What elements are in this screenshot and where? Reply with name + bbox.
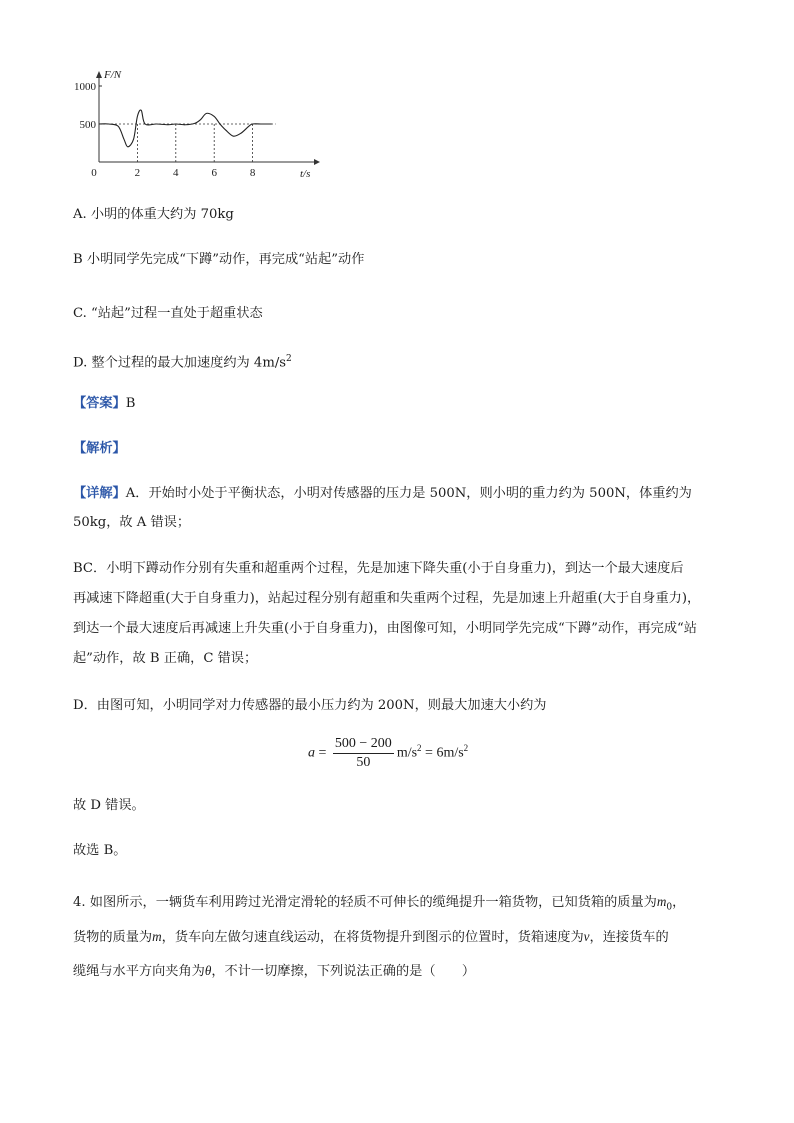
option-d-text: D. 整个过程的最大加速度约为 4m/s [73, 355, 287, 371]
answer-tag: 【答案】 [73, 396, 126, 411]
option-d-sup: 2 [286, 354, 292, 364]
detail-line-1 [73, 485, 692, 503]
option-d [73, 350, 292, 372]
question4-line-1 [73, 893, 685, 917]
detail-bc-2: 再减速下降超重(大于自身重力)，站起过程分别有超重和失重两个过程，先是加速上升超重(大于自身重力)， [73, 591, 701, 606]
question4-line-3 [73, 962, 475, 981]
force-time-chart [70, 66, 330, 182]
detail-bc-4: 起”动作，故 B 正确，C 错误； [73, 651, 258, 666]
q4-text-1: 4. 如图所示，一辆货车利用跨过光滑定滑轮的轻质不可伸长的缆绳提升一箱货物，已知货箱的质量为 [73, 895, 657, 910]
answer-value: B [125, 396, 136, 411]
x-tick-label: 8 [249, 167, 256, 179]
detail-tag: 【详解】 [73, 486, 126, 501]
q4-text-3a: 缆绳与水平方向夹角为 [73, 964, 205, 979]
force-curve [99, 110, 272, 147]
formula-unit-sup: 2 [417, 743, 422, 754]
q4-var-v: v [583, 929, 590, 944]
x-tick-label: 2 [134, 167, 141, 179]
q4-text-2c: ，连接货车的 [589, 930, 669, 945]
q4-var-theta: θ [204, 963, 212, 978]
analysis-line [73, 440, 126, 458]
option-c: C. “站起”过程一直处于超重状态 [73, 306, 263, 321]
y-axis-arrow [96, 71, 102, 78]
x-tick-label: 0 [91, 167, 97, 179]
formula-eq: = [318, 745, 327, 761]
q4-var-m0: m [656, 894, 667, 909]
y-tick-label: 1000 [74, 81, 96, 93]
q4-var-m: m [152, 929, 162, 944]
x-axis-label: t/s [300, 168, 311, 180]
formula-unit: m/s [396, 745, 418, 761]
question4-line-2 [73, 928, 669, 947]
x-axis-arrow [314, 159, 320, 165]
formula-denominator: 50 [356, 755, 371, 770]
answer-line [73, 395, 135, 413]
conclusion-d: 故 D 错误。 [73, 798, 145, 813]
detail-d-1: D．由图可知，小明同学对力传感器的最小压力约为 200N，则最大加速大小约为 [73, 698, 547, 713]
option-b: B 小明同学先完成“下蹲”动作，再完成“站起”动作 [73, 252, 365, 267]
q4-text-2b: ，货车向左做匀速直线运动，在将货物提升到图示的位置时，货箱速度为 [161, 930, 584, 945]
y-axis-label: F/N [104, 69, 122, 81]
detail-text-1: A．开始时小处于平衡状态，小明对传感器的压力是 500N，则小明的重力约为 500N，体重约为 [125, 486, 692, 501]
q4-text-2a: 货物的质量为 [73, 930, 153, 945]
detail-line-2: 50kg，故 A 错误； [73, 515, 191, 530]
x-tick-label: 4 [173, 167, 179, 179]
q4-text-3b: ，不计一切摩擦，下列说法正确的是（ ） [211, 964, 476, 979]
option-a: A. 小明的体重大约为 70kg [73, 207, 234, 222]
acceleration-formula [308, 736, 468, 771]
formula-fraction [333, 736, 394, 771]
x-tick-label: 6 [211, 167, 217, 179]
y-tick-label: 500 [79, 119, 96, 131]
formula-numerator: 500 − 200 [333, 736, 394, 754]
detail-bc-1: BC．小明下蹲动作分别有失重和超重两个过程，先是加速下降失重(小于自身重力)，到达一个最大速度后 [73, 561, 684, 576]
analysis-tag: 【解析】 [73, 441, 126, 456]
formula-result: = 6m/s [425, 745, 464, 761]
conclusion-choose: 故选 B。 [73, 843, 127, 858]
formula-result-sup: 2 [463, 743, 469, 754]
q4-var-m0-sub: 0 [666, 902, 673, 913]
q4-text-1-end: ， [672, 895, 686, 910]
detail-bc-3: 到达一个最大速度后再减速上升失重(小于自身重力)，由图像可知，小明同学先完成“下蹲”动作，再完成“站 [73, 621, 697, 636]
formula-lhs: a [308, 745, 315, 761]
